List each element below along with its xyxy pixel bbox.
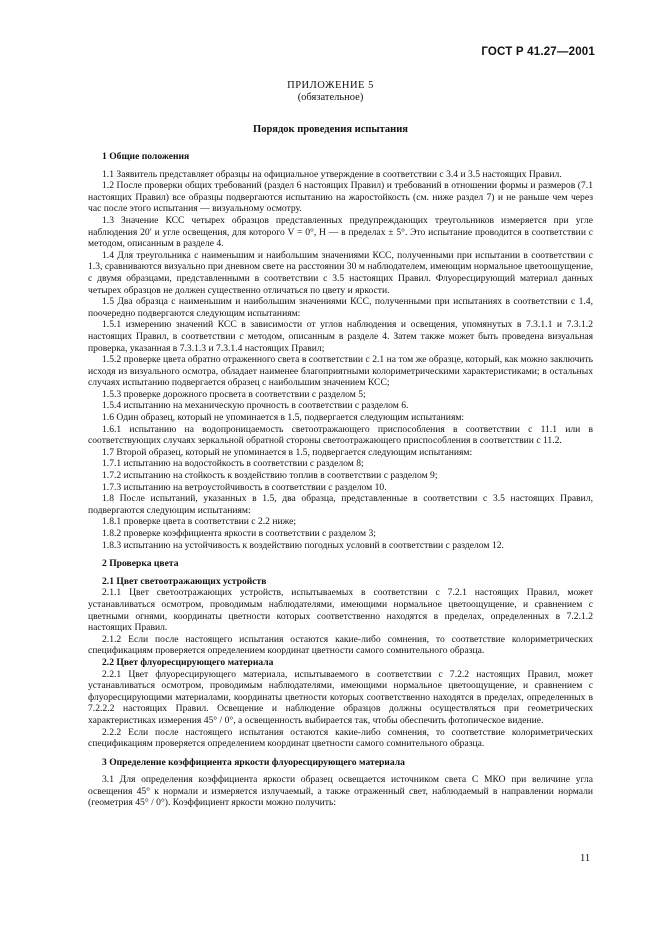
paragraph: 1.5.4 испытанию на механическую прочность в соответствии с разделом 6. (102, 400, 409, 412)
paragraph: 1.5.2 проверке цвета обратно отраженного света в соответствии с 2.1 на том же образце, который, как можно заключить исходя из визуального осмотра, обладает наименее благоприятными колориметрическими характеристиками; в остальных случаях испытанию подвергается образец с наибольшим значением КСС; (88, 354, 593, 389)
paragraph: 2.1.1 Цвет светоотражающих устройств, испытываемых в соответствии с 7.2.1 настоящих Правил, может устанавливаться осмотром, проводимым наблюдателями, имеющими нормальное цветоощущение, и сравнением с цветными огнями, координаты цветности которых соответственно находятся в пределах, определенных в 7.2.1.2 настоящих Правил. (88, 587, 593, 634)
section-header: 1 Общие положения (102, 151, 190, 162)
paragraph: 1.7 Второй образец, который не упоминается в 1.5, подвергается следующим испытаниям: (102, 446, 473, 458)
section-header: 3 Определение коэффициента яркости флуоресцирующего материала (102, 756, 405, 768)
paragraph: 1.7.2 испытанию на стойкость к воздействию топлив в соответствии с разделом 9; (102, 470, 438, 482)
paragraph: 1.8 После испытаний, указанных в 1.5, два образца, представленные в соответствии с 3.5 настоящих Правил, подвергаются следующим испытаниям: (88, 493, 593, 516)
section-header: 2 Проверка цвета (102, 558, 179, 570)
standard-header: ГОСТ Р 41.27—2001 (481, 46, 595, 58)
paragraph: 2.2.2 Если после настоящего испытания остаются какие-либо сомнения, то соответствие колориметрических спецификациям проверяется определением координат цветности самого сомнительного образца. (88, 726, 593, 750)
paragraph: 1.3 Значение КСС четырех образцов представленных предупреждающих треугольников измеряется при угле наблюдения 20′ и угле освещения, для которого V = 0°, H — в пределах ± 5°. Это испытание проводится в соответствии с методом, описанным в разделе 4. (88, 214, 593, 250)
paragraph: 1.8.3 испытанию на устойчивость к воздействию погодных условий в соответствии с разделом 12. (102, 539, 504, 551)
paragraph: 1.8.1 проверке цвета в соответствии с 2.2 ниже; (102, 516, 297, 528)
paragraph: 3.1 Для определения коэффициента яркости образец освещается источником света С МКО при величине угла освещения 45° к нормали и измеряется излучаемый, а также отраженный свет, наблюдаемый в направлении нормали (геометрия 45° / 0°). Коэффициент яркости можно получить: (88, 774, 593, 809)
page-number: 11 (580, 853, 591, 864)
section-heading: Порядок проведения испытания (253, 124, 408, 135)
paragraph: 1.5 Два образца с наименьшим и наибольшим значениями КСС, полученными при испытаниях в соответствии с 1.4, поочередно подвергаются следующим испытаниям: (88, 296, 593, 319)
paragraph: 1.4 Для треугольника с наименьшим и наибольшим значениями КСС, полученными при испытании в соответствии с 1.3, сравниваются визуально при дневном свете на расстоянии 30 м наблюдателем, имеющим нормальное цветоощущение, с двумя образцами, представленными в соответствии с 3.5 настоящих Правил. Флуоресцирующий материал данных четырех образцов не должен существенно отличаться по цвету и яркости. (88, 249, 593, 296)
paragraph: 1.7.1 испытанию на водостойкость в соответствии с разделом 8; (102, 458, 364, 470)
document-body (88, 146, 593, 809)
paragraph: 1.1 Заявитель представляет образцы на официальное утверждение в соответствии с 3.4 и 3.5 настоящих Правил. (102, 168, 562, 180)
appendix-subtitle: (обязательное) (297, 92, 364, 103)
paragraph: 1.5.3 проверке дорожного просвета в соответствии с разделом 5; (102, 388, 366, 400)
section-header: 2.1 Цвет светоотражающих устройств (102, 575, 267, 587)
appendix-title: ПРИЛОЖЕНИЕ 5 (287, 80, 374, 91)
paragraph: 1.6.1 испытанию на водопроницаемость светоотражающего приспособления в соответствии с 11.1 или в соответствующих случаях зеркальной обратной стороны светоотражающего приспособления в соответствии с 11.2. (88, 423, 593, 447)
paragraph: 2.1.2 Если после настоящего испытания остаются какие-либо сомнения, то соответствие колориметрических спецификациям проверяется определением координат цветности самого сомнительного образца. (88, 633, 593, 657)
paragraph: 2.2.1 Цвет флуоресцирующего материала, испытываемого в соответствии с 7.2.2 настоящих Правил, может устанавливаться осмотром, проводимым наблюдателями, имеющими нормальное цветоощущение, и сравнением с флуоресцирующими материалами, координаты цветности которых соответственно находятся в пределах, определенных в 7.2.2.2 настоящих Правил. Освещение и наблюдение образцов должны осуществляться при геометрических характеристиках измерения 45° / 0°, а освещенность выбирается так, чтобы обеспечить фотопическое видение. (88, 668, 593, 726)
paragraph: 1.8.2 проверке коэффициента яркости в соответствии с разделом 3; (102, 528, 376, 539)
paragraph: 1.6 Один образец, который не упоминается в 1.5, подвергается следующим испытаниям: (102, 412, 465, 424)
paragraph: 1.2 После проверки общих требований (раздел 6 настоящих Правил) и требований в отношении формы и размеров (7.1 настоящих Правил) все образцы подвергаются испытанию на жаростойкость (см. ниже раздел 7) и не раньше чем через час после этого испытания — визуальному осмотру. (88, 180, 593, 215)
paragraph: 1.7.3 испытанию на ветроустойчивость в соответствии с разделом 10. (102, 481, 387, 493)
paragraph: 1.5.1 измерению значений КСС в зависимости от углов наблюдения и освещения, упомянутых в 7.3.1.1 и 7.3.1.2 настоящих Правил, в соответствии с методом, описанным в разделе 4. Затем также может быть проведена визуальная проверка, указанная в 7.3.1.3 и 7.3.1.4 настоящих Правил; (88, 319, 593, 354)
section-header: 2.2 Цвет флуоресцирующего материала (102, 656, 274, 668)
